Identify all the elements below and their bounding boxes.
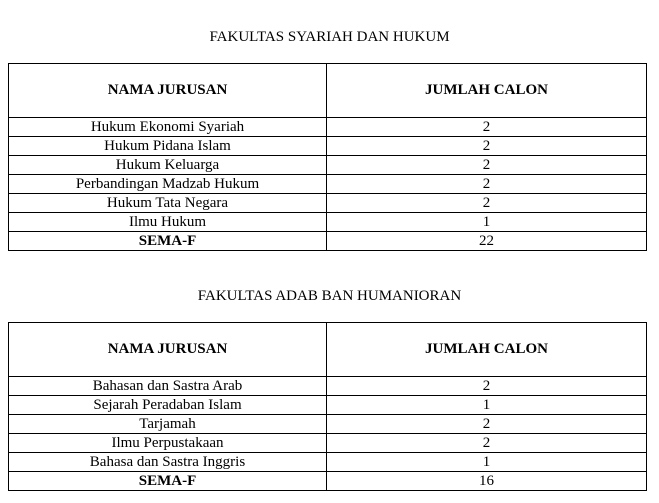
table-header-row: [9, 64, 647, 118]
jurusan-name: Hukum Ekonomi Syariah: [9, 118, 327, 137]
table-adab: [8, 322, 647, 491]
jumlah-calon-value: 1: [327, 396, 647, 415]
header-nama-jurusan: NAMA JURUSAN: [9, 323, 327, 377]
section-title-syariah: FAKULTAS SYARIAH DAN HUKUM: [209, 29, 450, 45]
table-row: [9, 194, 647, 213]
table-total-row: [9, 472, 647, 491]
jurusan-name: Perbandingan Madzab Hukum: [9, 175, 327, 194]
jurusan-name: Ilmu Hukum: [9, 213, 327, 232]
jumlah-calon-value: 1: [327, 453, 647, 472]
jurusan-name: Hukum Tata Negara: [9, 194, 327, 213]
header-jumlah-calon: JUMLAH CALON: [327, 64, 647, 118]
jurusan-name: Bahasan dan Sastra Arab: [9, 377, 327, 396]
jumlah-calon-value: 2: [327, 118, 647, 137]
table-row: [9, 415, 647, 434]
jurusan-name: Hukum Keluarga: [9, 156, 327, 175]
total-label: SEMA-F: [9, 232, 327, 251]
table-row: [9, 453, 647, 472]
table-row: [9, 175, 647, 194]
table-row: [9, 213, 647, 232]
table-row: [9, 137, 647, 156]
jumlah-calon-value: 1: [327, 213, 647, 232]
total-value: 22: [327, 232, 647, 251]
table-total-row: [9, 232, 647, 251]
jumlah-calon-value: 2: [327, 194, 647, 213]
total-label: SEMA-F: [9, 472, 327, 491]
jumlah-calon-value: 2: [327, 434, 647, 453]
jurusan-name: Sejarah Peradaban Islam: [9, 396, 327, 415]
header-nama-jurusan: NAMA JURUSAN: [9, 64, 327, 118]
jurusan-name: Tarjamah: [9, 415, 327, 434]
table-row: [9, 118, 647, 137]
table-row: [9, 377, 647, 396]
jumlah-calon-value: 2: [327, 137, 647, 156]
jurusan-name: Bahasa dan Sastra Inggris: [9, 453, 327, 472]
table-syariah: [8, 63, 647, 251]
table-header-row: [9, 323, 647, 377]
jumlah-calon-value: 2: [327, 156, 647, 175]
table-row: [9, 396, 647, 415]
jurusan-name: Ilmu Perpustakaan: [9, 434, 327, 453]
table-row: [9, 156, 647, 175]
total-value: 16: [327, 472, 647, 491]
jurusan-name: Hukum Pidana Islam: [9, 137, 327, 156]
jumlah-calon-value: 2: [327, 175, 647, 194]
section-title-adab: FAKULTAS ADAB BAN HUMANIORAN: [197, 288, 462, 304]
jumlah-calon-value: 2: [327, 377, 647, 396]
header-jumlah-calon: JUMLAH CALON: [327, 323, 647, 377]
jumlah-calon-value: 2: [327, 415, 647, 434]
table-row: [9, 434, 647, 453]
